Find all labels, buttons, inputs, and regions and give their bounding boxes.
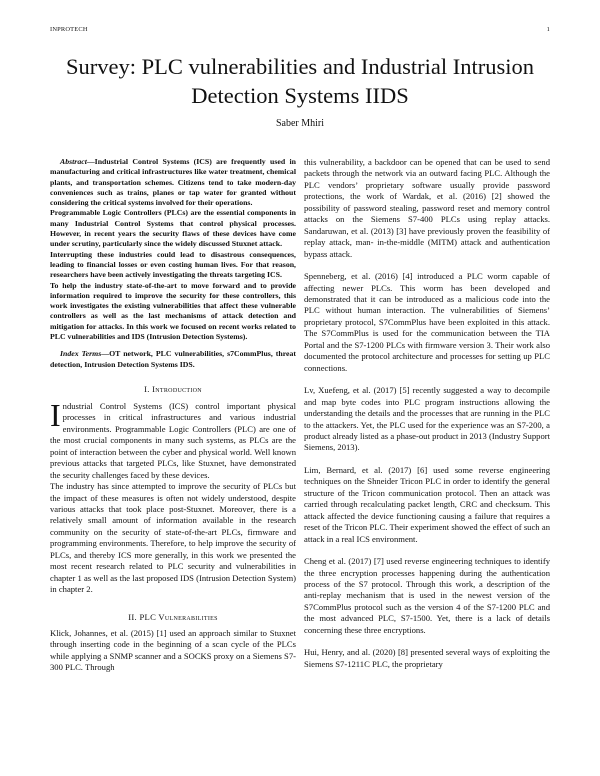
author-name: Saber Mhiri <box>275 118 325 129</box>
section-heading-plc-vulnerabilities <box>50 612 296 622</box>
section-title: Introduction <box>152 383 202 394</box>
vulnerabilities-body-right <box>304 157 550 670</box>
abstract-paragraph: Programmable Logic Controllers (PLCs) are the essential components in many Industrial Control Systems that control physical processes. However, in recent years the security flaws of these devices have come under scrutiny, particularly since the widely discussed Stuxnet attack. <box>50 208 296 249</box>
abstract-text: —Industrial Control Systems (ICS) are frequently used in manufacturing and critical infrastructures like water treatment, chemical plants, and transportation schemes. Citizens tend to take modern-day conveniences such as trains, planes or tap water for granted without considering the critical systems involved for their operations. <box>50 157 296 208</box>
left-column <box>50 157 296 673</box>
body-paragraph: Klick, Johannes, et al. (2015) [1] used an approach similar to Stuxnet through inserting code in the beginning of a scan cycle of the PLCs while applying a SNMP scanner and a SOCKS proxy on a Siemens S7-300 PLC. Through <box>50 627 296 672</box>
body-paragraph: Lim, Bernard, et al. (2017) [6] used some reverse engineering techniques on the Shneider Tricon PLC in order to identify the general structure of the Tricon communication protocol. Then an attack was carried through recalculating packet length, CRC and checksum. This attack affected the device functioning causing a failure that requires a reset of the Tricon PLC. Their experiment showed the effect of such an attack in a real ICS environment. <box>304 464 550 544</box>
section-heading-introduction <box>50 384 296 394</box>
journal-name: INPROTECH <box>50 26 88 33</box>
body-paragraph: Cheng et al. (2017) [7] used reverse engineering techniques to identify the three encryption processes happening during the authentication process of the S7 protocol. Through this work, a description of the anti-replay mechanism that is used in the newest version of the S7CommPlus protocol such as the version 4 of the S7-1200 PLC and the most advanced PLC, S7-1500. Yet, there is a lack of details concerning these three encryptions. <box>304 556 550 635</box>
abstract-paragraph: Interrupting these industries could lead to disastrous consequences, leading to financial losses or even costing human lives. For that reason, researchers have been actively investigating the threats targeting ICS. <box>50 249 296 280</box>
drop-cap: I <box>50 396 61 433</box>
body-paragraph: Lv, Xuefeng, et al. (2017) [5] recently suggested a way to decompile and map byte codes into PLC program instructions allowing the understanding the details and the processes that are running in the PLC to the attackers. Yet, the PLC used for the experience was an S7-200, a product already listed as a phase-out product in 2013 (Industry Support Siemens, 2013). <box>304 385 550 453</box>
abstract-label: Abstract <box>60 157 87 166</box>
abstract-paragraph <box>50 157 296 208</box>
right-column <box>304 157 550 670</box>
body-paragraph: Hui, Henry, and al. (2020) [8] presented several ways of exploiting the Siemens S7-1211C PLC, the proprietary <box>304 647 550 669</box>
section-numeral: I. <box>144 383 153 394</box>
paper-title: Survey: PLC vulnerabilities and Industrial Intrusion Detection Systems IIDS <box>65 54 535 108</box>
index-terms-label: Index Terms <box>60 349 102 359</box>
section-title: PLC Vulnerabilities <box>139 611 218 622</box>
body-paragraph <box>50 396 296 481</box>
introduction-body <box>50 396 296 596</box>
running-header <box>50 26 550 36</box>
abstract-paragraph: To help the industry state-of-the-art to move forward and to provide information required to improve the security for these controllers, this work investigates the existing vulnerabilities that affect these vulnerable controllers as well as the last mechanisms of attack detection and mitigation for attacks. In this work we focused on recent works related to PLC vulnerabilities and IDS (Intrusion Detection Systems). <box>50 280 296 342</box>
vulnerabilities-body-left <box>50 628 296 674</box>
abstract <box>50 157 296 370</box>
body-paragraph: The industry has since attempted to improve the security of PLCs but the impact of these measures is often not widely understood, despite various attacks that took place post-Stuxnet. Moreover, there is a relatively small amount of information available in the research community on the security of state-of-the-art PLCs, firmware and programming environments. Therefore, to help improve the security of PLCs, and thereby ICS more generally, in this work we presented the most recent research related to PLC security and vulnerabilities in chapter 1 as well as the last proposed IDS (Intrusion Detection System) in chapter 2. <box>50 481 296 595</box>
index-terms-text: —OT network, PLC vulnerabilities, s7CommPlus, threat detection, Intrusion Detection Systems IDS. <box>50 349 297 369</box>
paragraph-text: ndustrial Control Systems (ICS) control important physical processes in critical infrastructures and various industrial environments. Programmable Logic Controllers (PLC) are one of the most crucial components in many such systems, as PLCs are the point of interaction between the cyber and physical world. Well known previous attacks that targeted PLCs, like Stuxnet, have demonstrated the security challenges faced by these devices. <box>50 400 296 480</box>
body-paragraph: this vulnerability, a backdoor can be opened that can be used to send packets through the network via an outward facing PLC. Although the PLC vendors’ proprietary software usually provide password protections, the work of Wardak, et al. (2016) [2] showed the possibility of password stealing, password reset and memory control attacks on the Siemens S7-400 PLCs using replay attacks. Sandaruwan, et al. (2013) [3] have previously proven the feasibility of replay attack, man- in-the-middle (MITM) attack and authentication bypass attack. <box>304 157 550 259</box>
index-terms <box>50 349 296 370</box>
body-paragraph: Spenneberg, et al. (2016) [4] introduced a PLC worm capable of affecting newer PLCs. This worm has been developed and demonstrated that it can be introduced as a malicious code into the PLC without human interaction. The vulnerabilities of Siemens’ proprietary protocol, S7CommPlus have been exploited in this attack. The S7CommPlus is used for the communication between the TIA Portal and the S7-1200 PLCs with firmware version 3. Their work also documented the protocol architecture and processes for setting up PLC connections. <box>304 271 550 373</box>
page-number: 1 <box>546 26 550 33</box>
section-numeral: II. <box>128 611 140 622</box>
